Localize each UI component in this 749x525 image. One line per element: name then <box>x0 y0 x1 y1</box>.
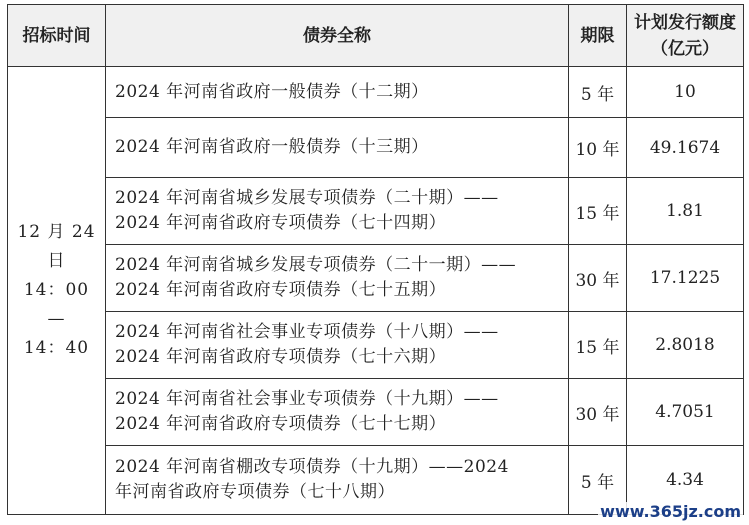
bond-amount: 49.1674 <box>627 118 744 178</box>
header-term: 期限 <box>569 5 627 67</box>
header-time: 招标时间 <box>8 5 106 67</box>
bond-term: 15 年 <box>569 312 627 379</box>
site-watermark: www.365jz.com <box>600 502 741 521</box>
table-row <box>8 67 744 118</box>
bond-name-line2: 2024 年河南省政府专项债券（七十六期） <box>115 347 447 367</box>
bond-amount: 2.8018 <box>627 312 744 379</box>
bond-name-line1: 2024 年河南省城乡发展专项债券（二十期）—— <box>115 188 499 208</box>
header-row <box>8 5 744 67</box>
bond-name-line2: 2024 年河南省政府专项债券（七十四期） <box>115 213 447 233</box>
tender-end: 14：40 <box>23 338 90 358</box>
bond-name-line1: 2024 年河南省社会事业专项债券（十八期）—— <box>115 322 499 342</box>
bond-name <box>106 67 569 118</box>
table-row <box>8 312 744 379</box>
bond-name-line2: 2024 年河南省政府专项债券（七十五期） <box>115 280 447 300</box>
header-name: 债券全称 <box>106 5 569 67</box>
bond-name <box>106 118 569 178</box>
bond-amount: 4.34 <box>627 446 744 515</box>
bond-name-line2: 年河南省政府专项债券（七十八期） <box>115 482 395 502</box>
bond-name-line2: 2024 年河南省政府专项债券（七十七期） <box>115 414 447 434</box>
bond-name-line1: 2024 年河南省棚改专项债券（十九期）——2024 <box>115 457 509 477</box>
bond-name-line1: 2024 年河南省政府一般债券（十二期） <box>115 81 429 102</box>
bond-amount: 10 <box>627 67 744 118</box>
tender-time-cell <box>8 67 106 515</box>
bond-name <box>106 245 569 312</box>
bond-name <box>106 312 569 379</box>
tender-separator: — <box>47 309 66 329</box>
bond-term: 5 年 <box>569 446 627 515</box>
header-amount-line1: 计划发行额度 <box>634 12 736 33</box>
bond-name-line1: 2024 年河南省城乡发展专项债券（二十一期）—— <box>115 255 517 275</box>
tender-start: 14：00 <box>23 280 90 300</box>
table-row <box>8 118 744 178</box>
bond-term: 30 年 <box>569 379 627 446</box>
tender-date: 12 月 24 日 <box>17 222 96 271</box>
bond-term: 30 年 <box>569 245 627 312</box>
table-row <box>8 178 744 245</box>
table-row <box>8 245 744 312</box>
bond-term: 5 年 <box>569 67 627 118</box>
bond-name <box>106 178 569 245</box>
bond-term: 15 年 <box>569 178 627 245</box>
bond-name-line1: 2024 年河南省政府一般债券（十三期） <box>115 137 429 157</box>
bond-name <box>106 379 569 446</box>
bond-name <box>106 446 569 515</box>
bond-amount: 4.7051 <box>627 379 744 446</box>
bond-term: 10 年 <box>569 118 627 178</box>
table-row <box>8 379 744 446</box>
bond-tender-table <box>7 4 744 515</box>
bond-name-line1: 2024 年河南省社会事业专项债券（十九期）—— <box>115 389 499 409</box>
header-amount <box>627 5 744 67</box>
bond-amount: 17.1225 <box>627 245 744 312</box>
header-amount-line2: （亿元） <box>651 38 719 59</box>
bond-amount: 1.81 <box>627 178 744 245</box>
